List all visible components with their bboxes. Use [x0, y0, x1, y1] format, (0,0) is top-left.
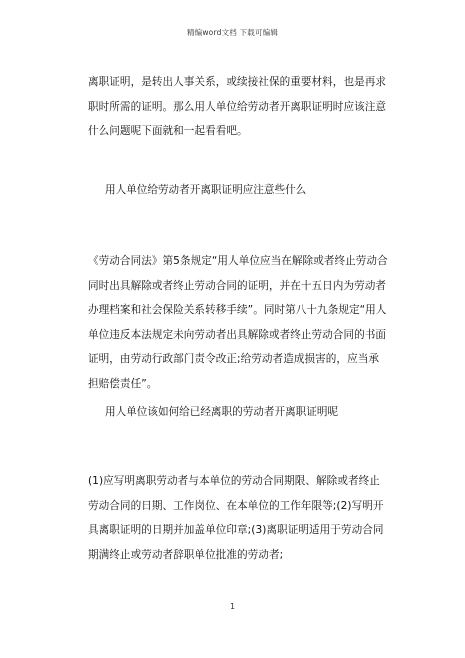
- section-heading-how-to: 用人单位该如何给已经离职的劳动者开离职证明呢: [105, 406, 339, 418]
- page-header: 精编word文档 下载可编辑: [186, 28, 279, 37]
- page-number: 1: [229, 602, 236, 611]
- requirements-paragraph: (1)应写明离职劳动者与本单位的劳动合同期限、解除或者终止劳动合同的日期、工作岗位、在本单位的工作年限等;(2)写明开具离职证明的日期并加盖单位印章;(3)离职证明适用于劳动合同期满终止或劳动者辞职单位批准的劳动者;: [88, 475, 384, 561]
- labor-law-paragraph: 《劳动合同法》第5条规定“用人单位应当在解除或者终止劳动合同时出具解除或者终止劳动合同的证明，并在十五日内为劳动者办理档案和社会保险关系转移手续”。同时第八十九条规定“用人单位违反本法规定未向劳动者出具解除或者终止劳动合同的书面证明，由劳动行政部门责令改正;给劳动者造成损害的，应当承担赔偿责任”。: [88, 255, 388, 390]
- section-heading-notes: 用人单位给劳动者开离职证明应注意些什么: [105, 184, 307, 196]
- intro-paragraph: 离职证明，是转出人事关系，或续接社保的重要材料，也是再求职时所需的证明。那么用人单位给劳动者开离职证明时应该注意什么问题呢下面就和一起看看吧。: [88, 76, 387, 137]
